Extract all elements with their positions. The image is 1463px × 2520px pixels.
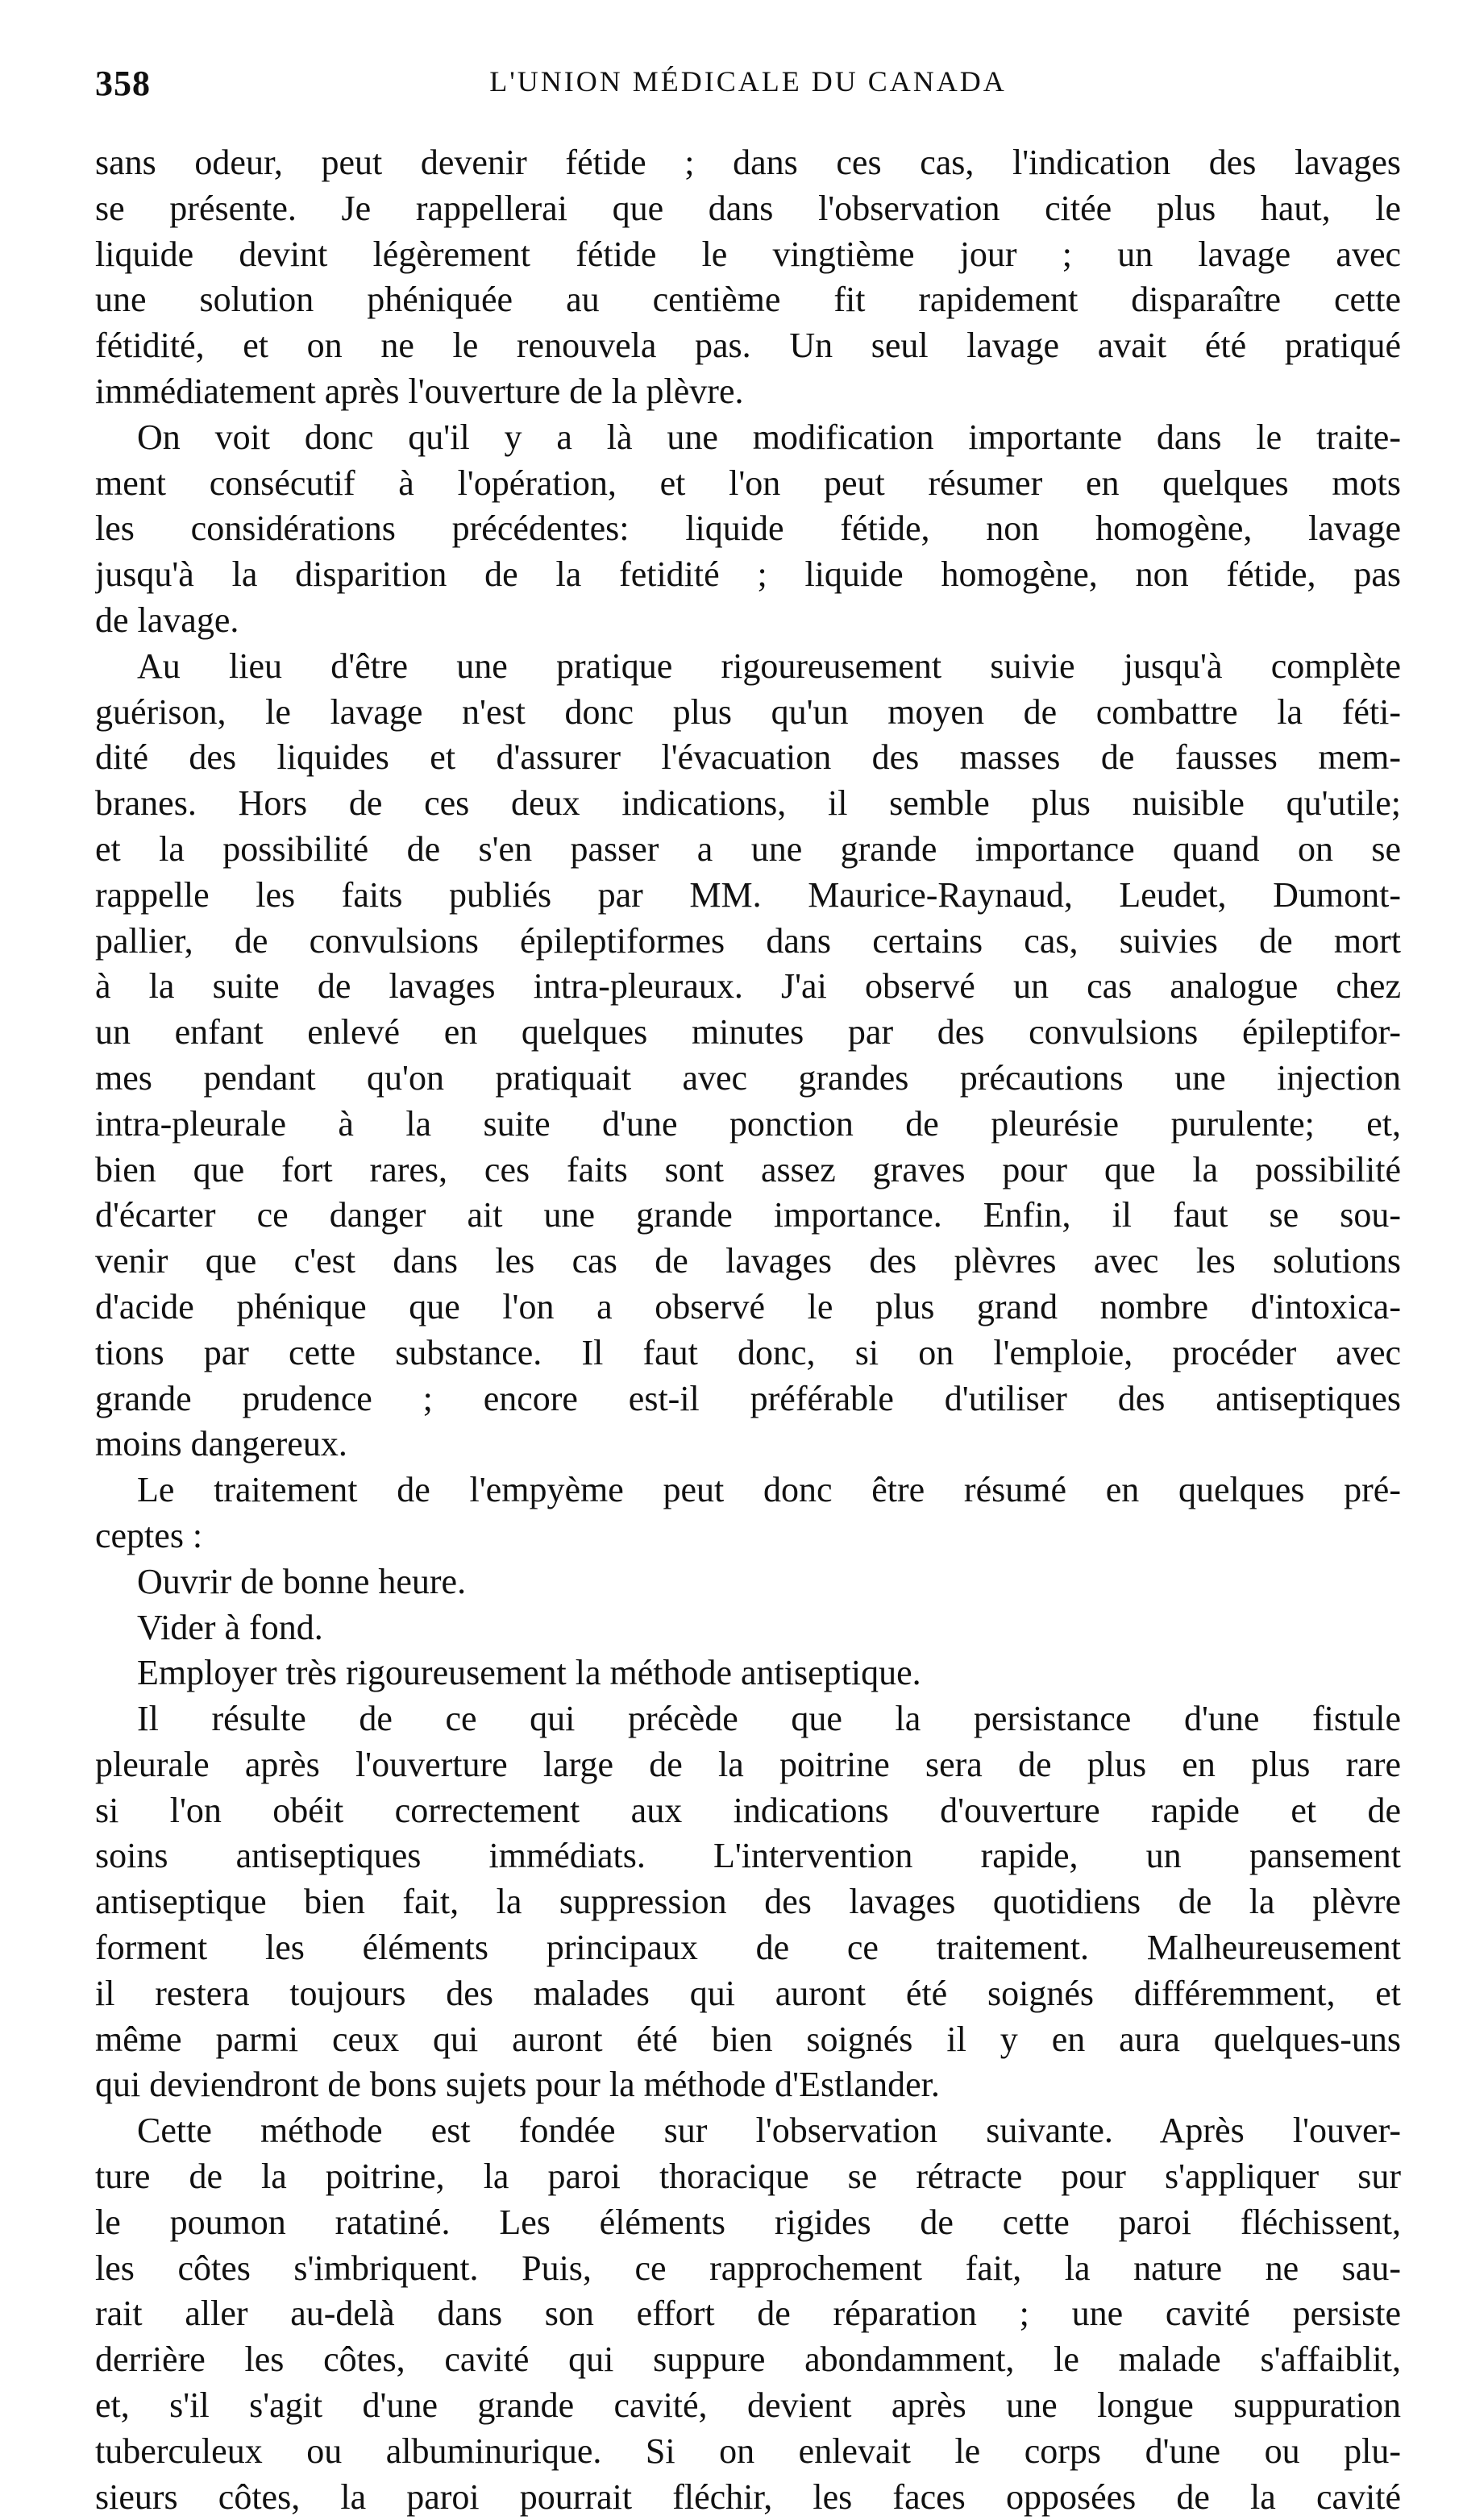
text-line: On voit donc qu'il y a là une modification importante dans le traite- [137, 417, 1401, 457]
text-line: liquide devint légèrement fétide le vingtième jour ; un lavage avec [95, 234, 1401, 274]
text-line: Au lieu d'être une pratique rigoureusement suivie jusqu'à complète [137, 646, 1401, 686]
text-line: mes pendant qu'on pratiquait avec grandes précautions une injection [95, 1057, 1401, 1098]
text-line: même parmi ceux qui auront été bien soignés il y en aura quelques-uns [95, 2019, 1401, 2059]
text-line: pleurale après l'ouverture large de la poitrine sera de plus en plus rare [95, 1744, 1401, 1784]
text-line: si l'on obéit correctement aux indications d'ouverture rapide et de [95, 1790, 1401, 1830]
text-line: rait aller au-delà dans son effort de réparation ; une cavité persiste [95, 2294, 1401, 2334]
text-line: branes. Hors de ces deux indications, il semble plus nuisible qu'utile; [95, 783, 1401, 824]
running-head [95, 56, 1401, 113]
text-line: sans odeur, peut devenir fétide ; dans ces cas, l'indication des lavages [95, 143, 1401, 182]
text-line: Le traitement de l'empyème peut donc être résumé en quelques pré- [137, 1470, 1401, 1510]
list-item: Vider à fond. [137, 1607, 323, 1647]
list-item: Employer très rigoureusement la méthode antiseptique. [137, 1653, 921, 1693]
text-line: se présente. Je rappellerai que dans l'observation citée plus haut, le [95, 188, 1401, 228]
text-line: de lavage. [95, 600, 239, 640]
text-line: et la possibilité de s'en passer a une grande importance quand on se [95, 828, 1401, 869]
text-line: grande prudence ; encore est-il préférable d'utiliser des antiseptiques [95, 1378, 1401, 1418]
body-text [95, 140, 1401, 2520]
text-line: moins dangereux. [95, 1424, 347, 1464]
text-line: Cette méthode est fondée sur l'observation suivante. Après l'ouver- [137, 2111, 1401, 2151]
text-line: immédiatement après l'ouverture de la plèvre. [95, 371, 744, 411]
text-line: bien que fort rares, ces faits sont assez graves pour que la possibilité [95, 1149, 1401, 1189]
page [95, 56, 1401, 2520]
text-line: fétidité, et on ne le renouvela pas. Un seul lavage avait été pratiqué [95, 326, 1401, 366]
text-line: ceptes : [95, 1515, 203, 1555]
text-line: une solution phéniquée au centième fit rapidement disparaître cette [95, 280, 1401, 320]
page-number: 358 [95, 64, 151, 103]
journal-title: L'UNION MÉDICALE DU CANADA [489, 65, 1007, 98]
text-line: les côtes s'imbriquent. Puis, ce rapprochement fait, la nature ne sau- [95, 2248, 1401, 2288]
text-line: derrière les côtes, cavité qui suppure abondamment, le malade s'affaiblit, [95, 2339, 1401, 2380]
text-line: intra-pleurale à la suite d'une ponction de pleurésie purulente; et, [95, 1103, 1401, 1144]
text-line: d'acide phénique que l'on a observé le plus grand nombre d'intoxica- [95, 1286, 1401, 1326]
text-line: antiseptique bien fait, la suppression des lavages quotidiens de la plèvre [95, 1882, 1401, 1922]
text-line: le poumon ratatiné. Les éléments rigides de cette paroi fléchissent, [95, 2202, 1401, 2242]
text-line: forment les éléments principaux de ce traitement. Malheureusement [95, 1928, 1401, 1968]
text-line: qui deviendront de bons sujets pour la méthode d'Estlander. [95, 2065, 940, 2105]
text-line: dité des liquides et d'assurer l'évacuation des masses de fausses mem- [95, 737, 1401, 778]
text-line: il restera toujours des malades qui auront été soignés différemment, et [95, 1973, 1401, 2013]
text-line: un enfant enlevé en quelques minutes par des convulsions épileptifor- [95, 1012, 1401, 1052]
text-line: ment consécutif à l'opération, et l'on peut résumer en quelques mots [95, 463, 1401, 503]
text-line: rappelle les faits publiés par MM. Maurice-Raynaud, Leudet, Dumont- [95, 874, 1401, 915]
text-line: les considérations précédentes: liquide fétide, non homogène, lavage [95, 509, 1401, 549]
text-line: ture de la poitrine, la paroi thoracique se rétracte pour s'appliquer sur [95, 2157, 1401, 2197]
text-line: et, s'il s'agit d'une grande cavité, devient après une longue suppuration [95, 2385, 1401, 2426]
text-line: Il résulte de ce qui précède que la persistance d'une fistule [137, 1699, 1401, 1739]
text-line: pallier, de convulsions épileptiformes dans certains cas, suivies de mort [95, 920, 1401, 961]
text-line: tions par cette substance. Il faut donc, si on l'emploie, procéder avec [95, 1332, 1401, 1372]
text-line: soins antiseptiques immédiats. L'intervention rapide, un pansement [95, 1836, 1401, 1876]
text-line: d'écarter ce danger ait une grande importance. Enfin, il faut se sou- [95, 1195, 1401, 1235]
text-line: jusqu'à la disparition de la fetidité ; liquide homogène, non fétide, pas [95, 554, 1401, 595]
list-item: Ouvrir de bonne heure. [137, 1561, 467, 1601]
text-line: sieurs côtes, la paroi pourrait fléchir, les faces opposées de la cavité [95, 2476, 1401, 2517]
text-line: guérison, le lavage n'est donc plus qu'un moyen de combattre la féti- [95, 691, 1401, 732]
text-line: à la suite de lavages intra-pleuraux. J'ai observé un cas analogue chez [95, 966, 1401, 1007]
text-line: tuberculeux ou albuminurique. Si on enlevait le corps d'une ou plu- [95, 2431, 1401, 2471]
text-line: venir que c'est dans les cas de lavages des plèvres avec les solutions [95, 1241, 1401, 1281]
